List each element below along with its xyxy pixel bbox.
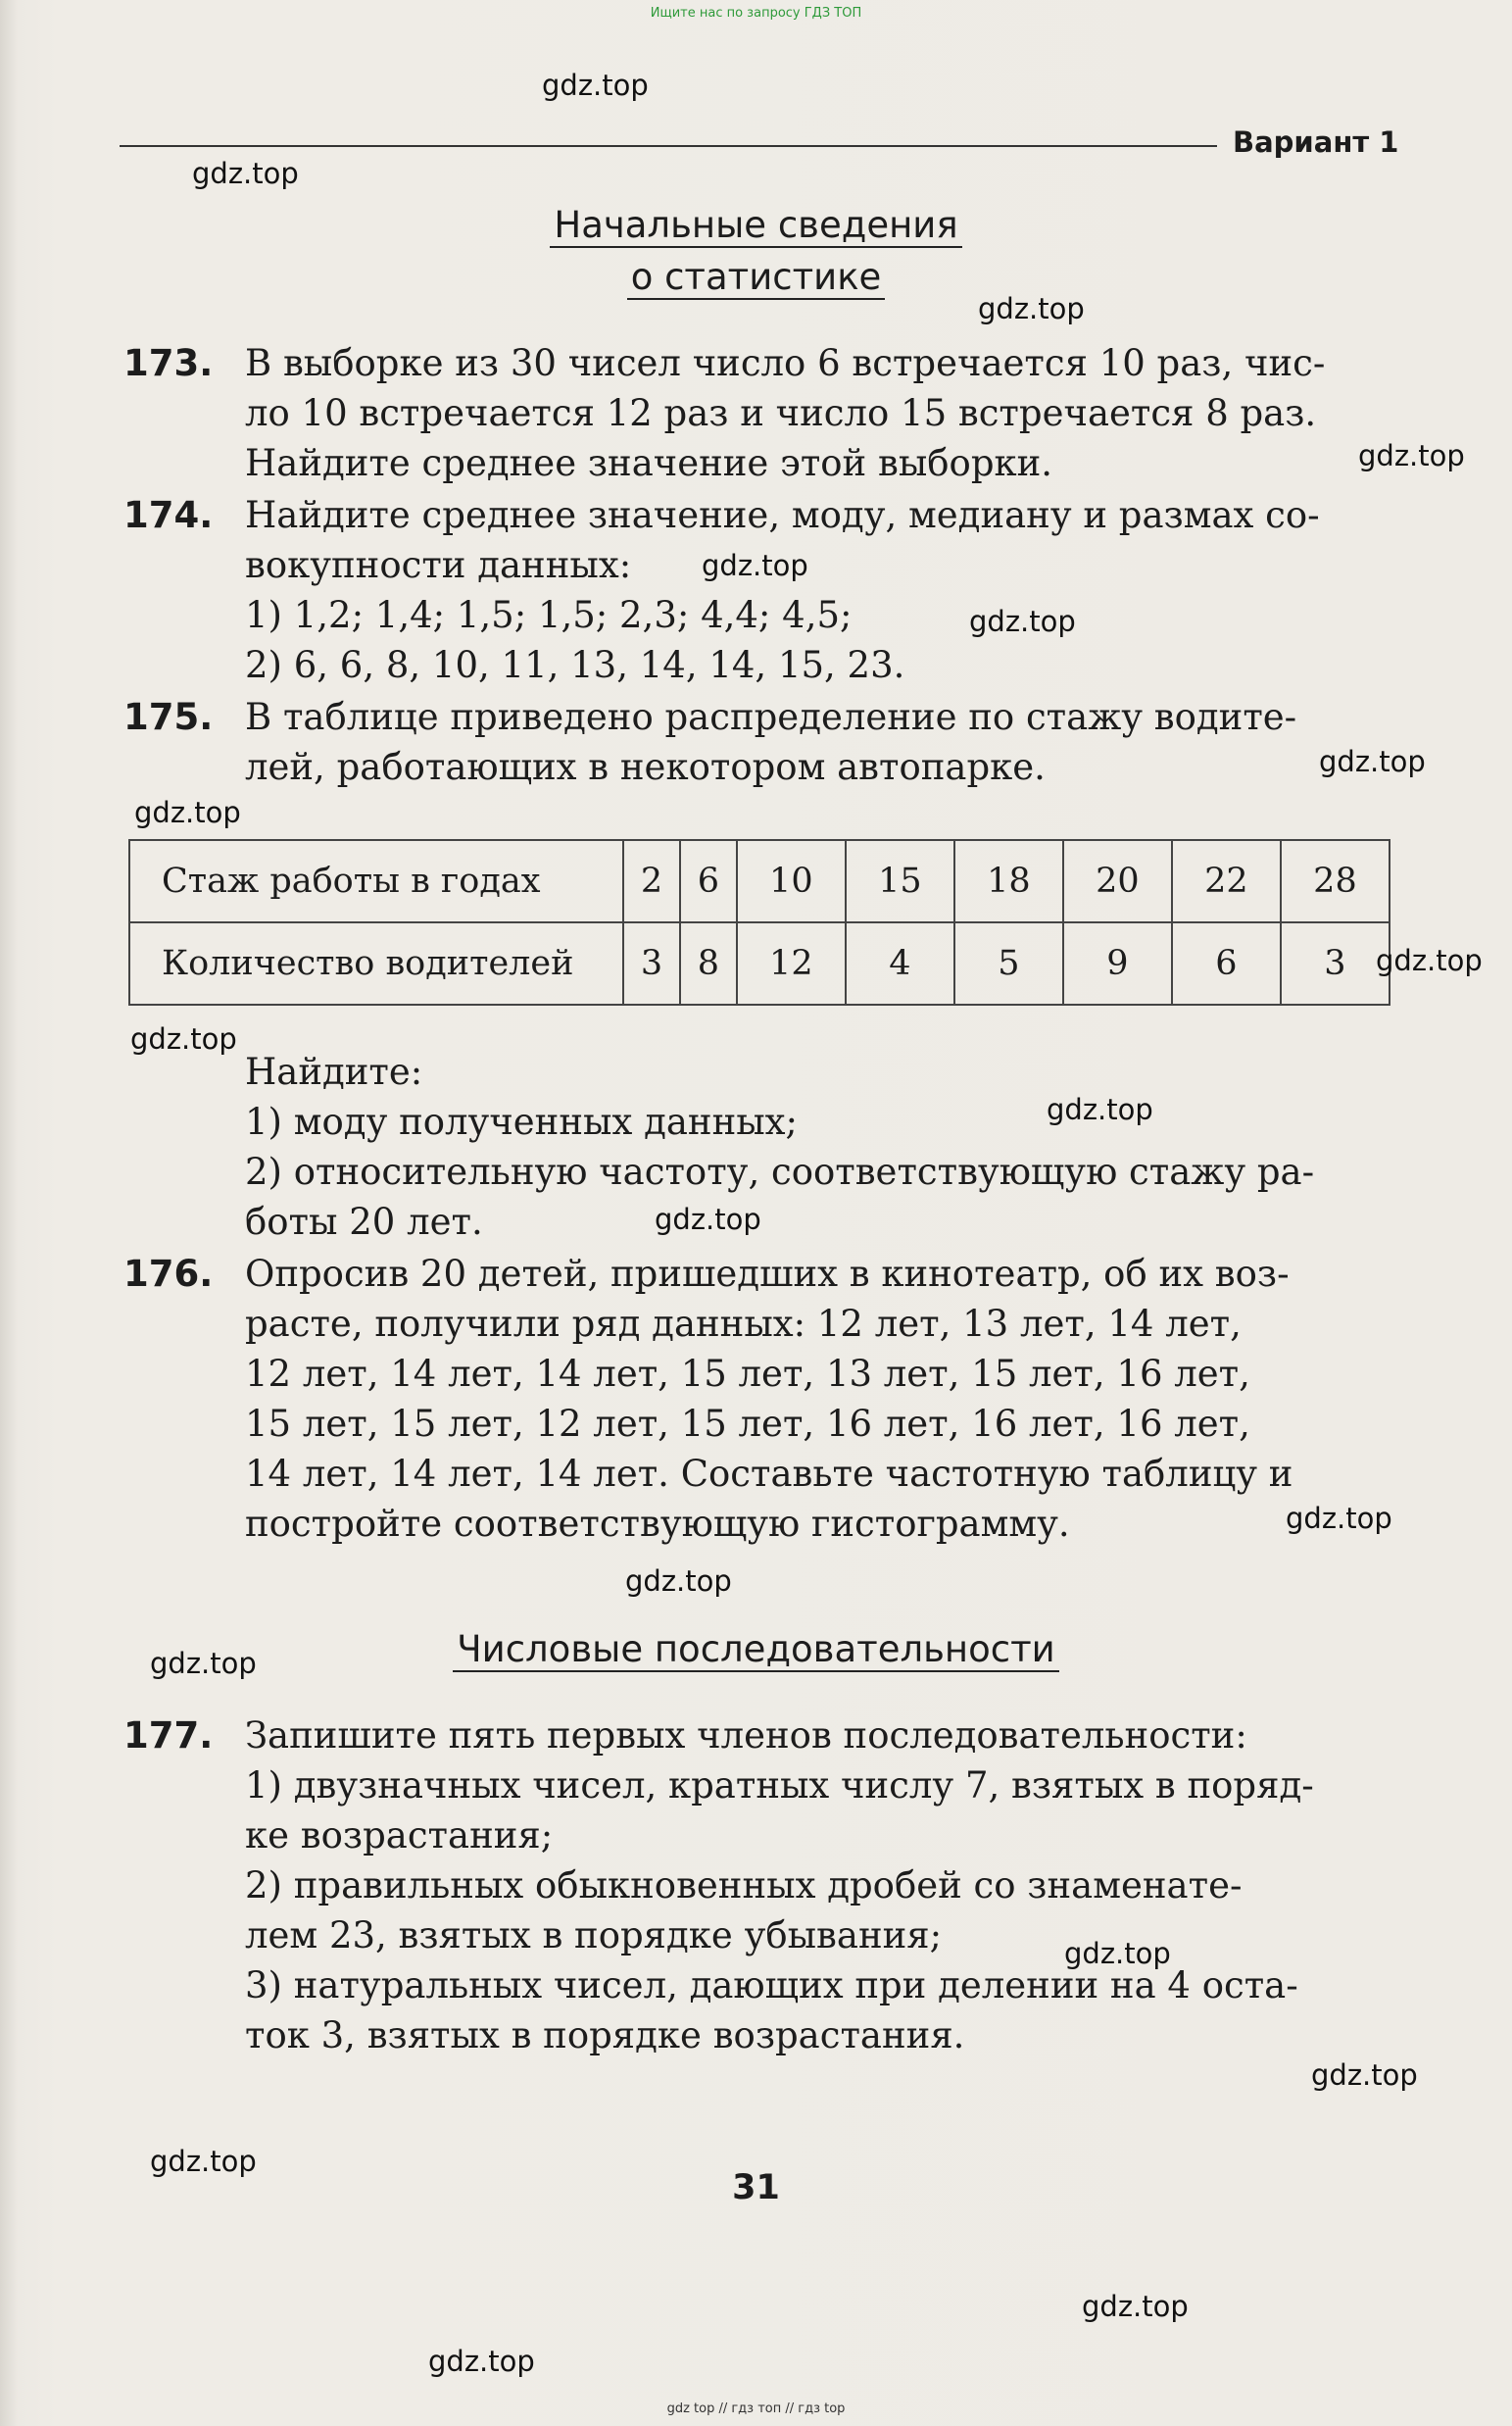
problem-text-line: Найдите среднее значение этой выборки. <box>245 442 1053 484</box>
problem-number: 175. <box>123 696 214 738</box>
watermark: gdz.top <box>625 1564 732 1598</box>
table-row-label: Стаж работы в годах <box>129 840 623 922</box>
table-cell: 22 <box>1172 840 1281 922</box>
watermark: gdz.top <box>702 549 808 582</box>
problem-text-line: Найдите среднее значение, моду, медиану и размах со- <box>245 494 1320 536</box>
problem-text-line: расте, получили ряд данных: 12 лет, 13 лет, 14 лет, <box>245 1303 1242 1345</box>
table-cell: 18 <box>954 840 1063 922</box>
table-cell: 5 <box>954 922 1063 1005</box>
table-cell: 3 <box>623 922 680 1005</box>
watermark: gdz.top <box>969 605 1076 638</box>
header-rule <box>120 145 1217 147</box>
table-row-label: Количество водителей <box>129 922 623 1005</box>
driver-experience-table <box>128 839 1390 1006</box>
table-row <box>129 922 1390 1005</box>
problem-text-line: лей, работающих в некотором автопарке. <box>245 746 1046 788</box>
problem-text-line: Найдите: <box>245 1051 423 1093</box>
problem-text-line: ток 3, взятых в порядке возрастания. <box>245 2014 965 2056</box>
watermark: gdz.top <box>150 1647 257 1680</box>
watermark: gdz.top <box>150 2145 257 2178</box>
watermark: gdz.top <box>1358 439 1465 472</box>
bottom-note: gdz top // гдз топ // гдз top <box>666 2401 846 2416</box>
problem-text-line: ке возрастания; <box>245 1814 554 1857</box>
problem-text-line: 3) натуральных чисел, дающих при делении на 4 оста- <box>245 1964 1298 2006</box>
watermark: gdz.top <box>1286 1502 1392 1535</box>
variant-label: Вариант 1 <box>1233 125 1399 159</box>
watermark: gdz.top <box>978 292 1085 325</box>
problem-text-line: 2) 6, 6, 8, 10, 11, 13, 14, 14, 15, 23. <box>245 644 905 686</box>
table-cell: 15 <box>846 840 954 922</box>
problem-text-line: 12 лет, 14 лет, 14 лет, 15 лет, 13 лет, 15 лет, 16 лет, <box>245 1353 1250 1395</box>
problem-text-line: В выборке из 30 чисел число 6 встречается 10 раз, чис- <box>245 342 1326 384</box>
problem-174 <box>123 490 1397 690</box>
watermark: gdz.top <box>192 157 299 190</box>
page-number: 31 <box>732 2168 780 2207</box>
watermark: gdz.top <box>134 796 241 829</box>
table-cell: 12 <box>737 922 846 1005</box>
problem-173 <box>123 338 1397 488</box>
watermark: gdz.top <box>1047 1093 1153 1126</box>
table-cell: 9 <box>1063 922 1172 1005</box>
problem-177 <box>123 1710 1397 2060</box>
problem-text-line: 14 лет, 14 лет, 14 лет. Составьте частотную таблицу и <box>245 1453 1293 1495</box>
problem-number: 177. <box>123 1714 214 1757</box>
problem-number: 173. <box>123 342 214 384</box>
problem-text-line: Опросив 20 детей, пришедших в кинотеатр, об их воз- <box>245 1253 1290 1295</box>
watermark: gdz.top <box>130 1022 237 1056</box>
table-cell: 8 <box>680 922 737 1005</box>
problem-number: 174. <box>123 494 214 536</box>
watermark: gdz.top <box>428 2345 535 2378</box>
table-cell: 10 <box>737 840 846 922</box>
table-cell: 2 <box>623 840 680 922</box>
watermark: gdz.top <box>1311 2058 1418 2092</box>
section-title-sequences: Числовые последовательности <box>0 1625 1512 1674</box>
watermark: gdz.top <box>655 1203 761 1236</box>
problem-175 <box>123 692 1397 792</box>
table-cell: 3 <box>1281 922 1390 1005</box>
problem-text-line: 1) двузначных чисел, кратных числу 7, взятых в поряд- <box>245 1764 1314 1807</box>
problem-text-line: лем 23, взятых в порядке убывания; <box>245 1914 943 1956</box>
problem-text-line: В таблице приведено распределение по стажу водите- <box>245 696 1297 738</box>
watermark: gdz.top <box>1319 745 1426 778</box>
table-cell: 6 <box>680 840 737 922</box>
table-row <box>129 840 1390 922</box>
problem-text-line: постройте соответствующую гистограмму. <box>245 1503 1070 1545</box>
watermark: gdz.top <box>1064 1937 1171 1970</box>
problem-text-line: 1) моду полученных данных; <box>245 1101 799 1143</box>
section-title-statistics-line1: Начальные сведения <box>0 201 1512 250</box>
problem-text-line: 2) правильных обыкновенных дробей со знаменате- <box>245 1864 1243 1906</box>
problem-text-line: Запишите пять первых членов последовательности: <box>245 1714 1247 1757</box>
problem-number: 176. <box>123 1253 214 1295</box>
problem-text-line: ло 10 встречается 12 раз и число 15 встречается 8 раз. <box>245 392 1317 434</box>
top-search-note: Ищите нас по запросу ГДЗ ТОП <box>650 6 862 21</box>
watermark: gdz.top <box>1082 2290 1189 2323</box>
watermark: gdz.top <box>1376 944 1483 977</box>
table-cell: 6 <box>1172 922 1281 1005</box>
problem-text-line: 15 лет, 15 лет, 12 лет, 15 лет, 16 лет, 16 лет, 16 лет, <box>245 1403 1250 1445</box>
section-title-statistics-line2: о статистике <box>0 253 1512 302</box>
table-cell: 4 <box>846 922 954 1005</box>
table-cell: 20 <box>1063 840 1172 922</box>
watermark: gdz.top <box>542 69 649 102</box>
problem-text-line: вокупности данных: <box>245 544 632 586</box>
problem-176 <box>123 1249 1397 1549</box>
problem-text-line: боты 20 лет. <box>245 1201 483 1243</box>
problem-text-line: 1) 1,2; 1,4; 1,5; 1,5; 2,3; 4,4; 4,5; <box>245 594 853 636</box>
problem-text-line: 2) относительную частоту, соответствующую стажу ра- <box>245 1151 1315 1193</box>
table-cell: 28 <box>1281 840 1390 922</box>
